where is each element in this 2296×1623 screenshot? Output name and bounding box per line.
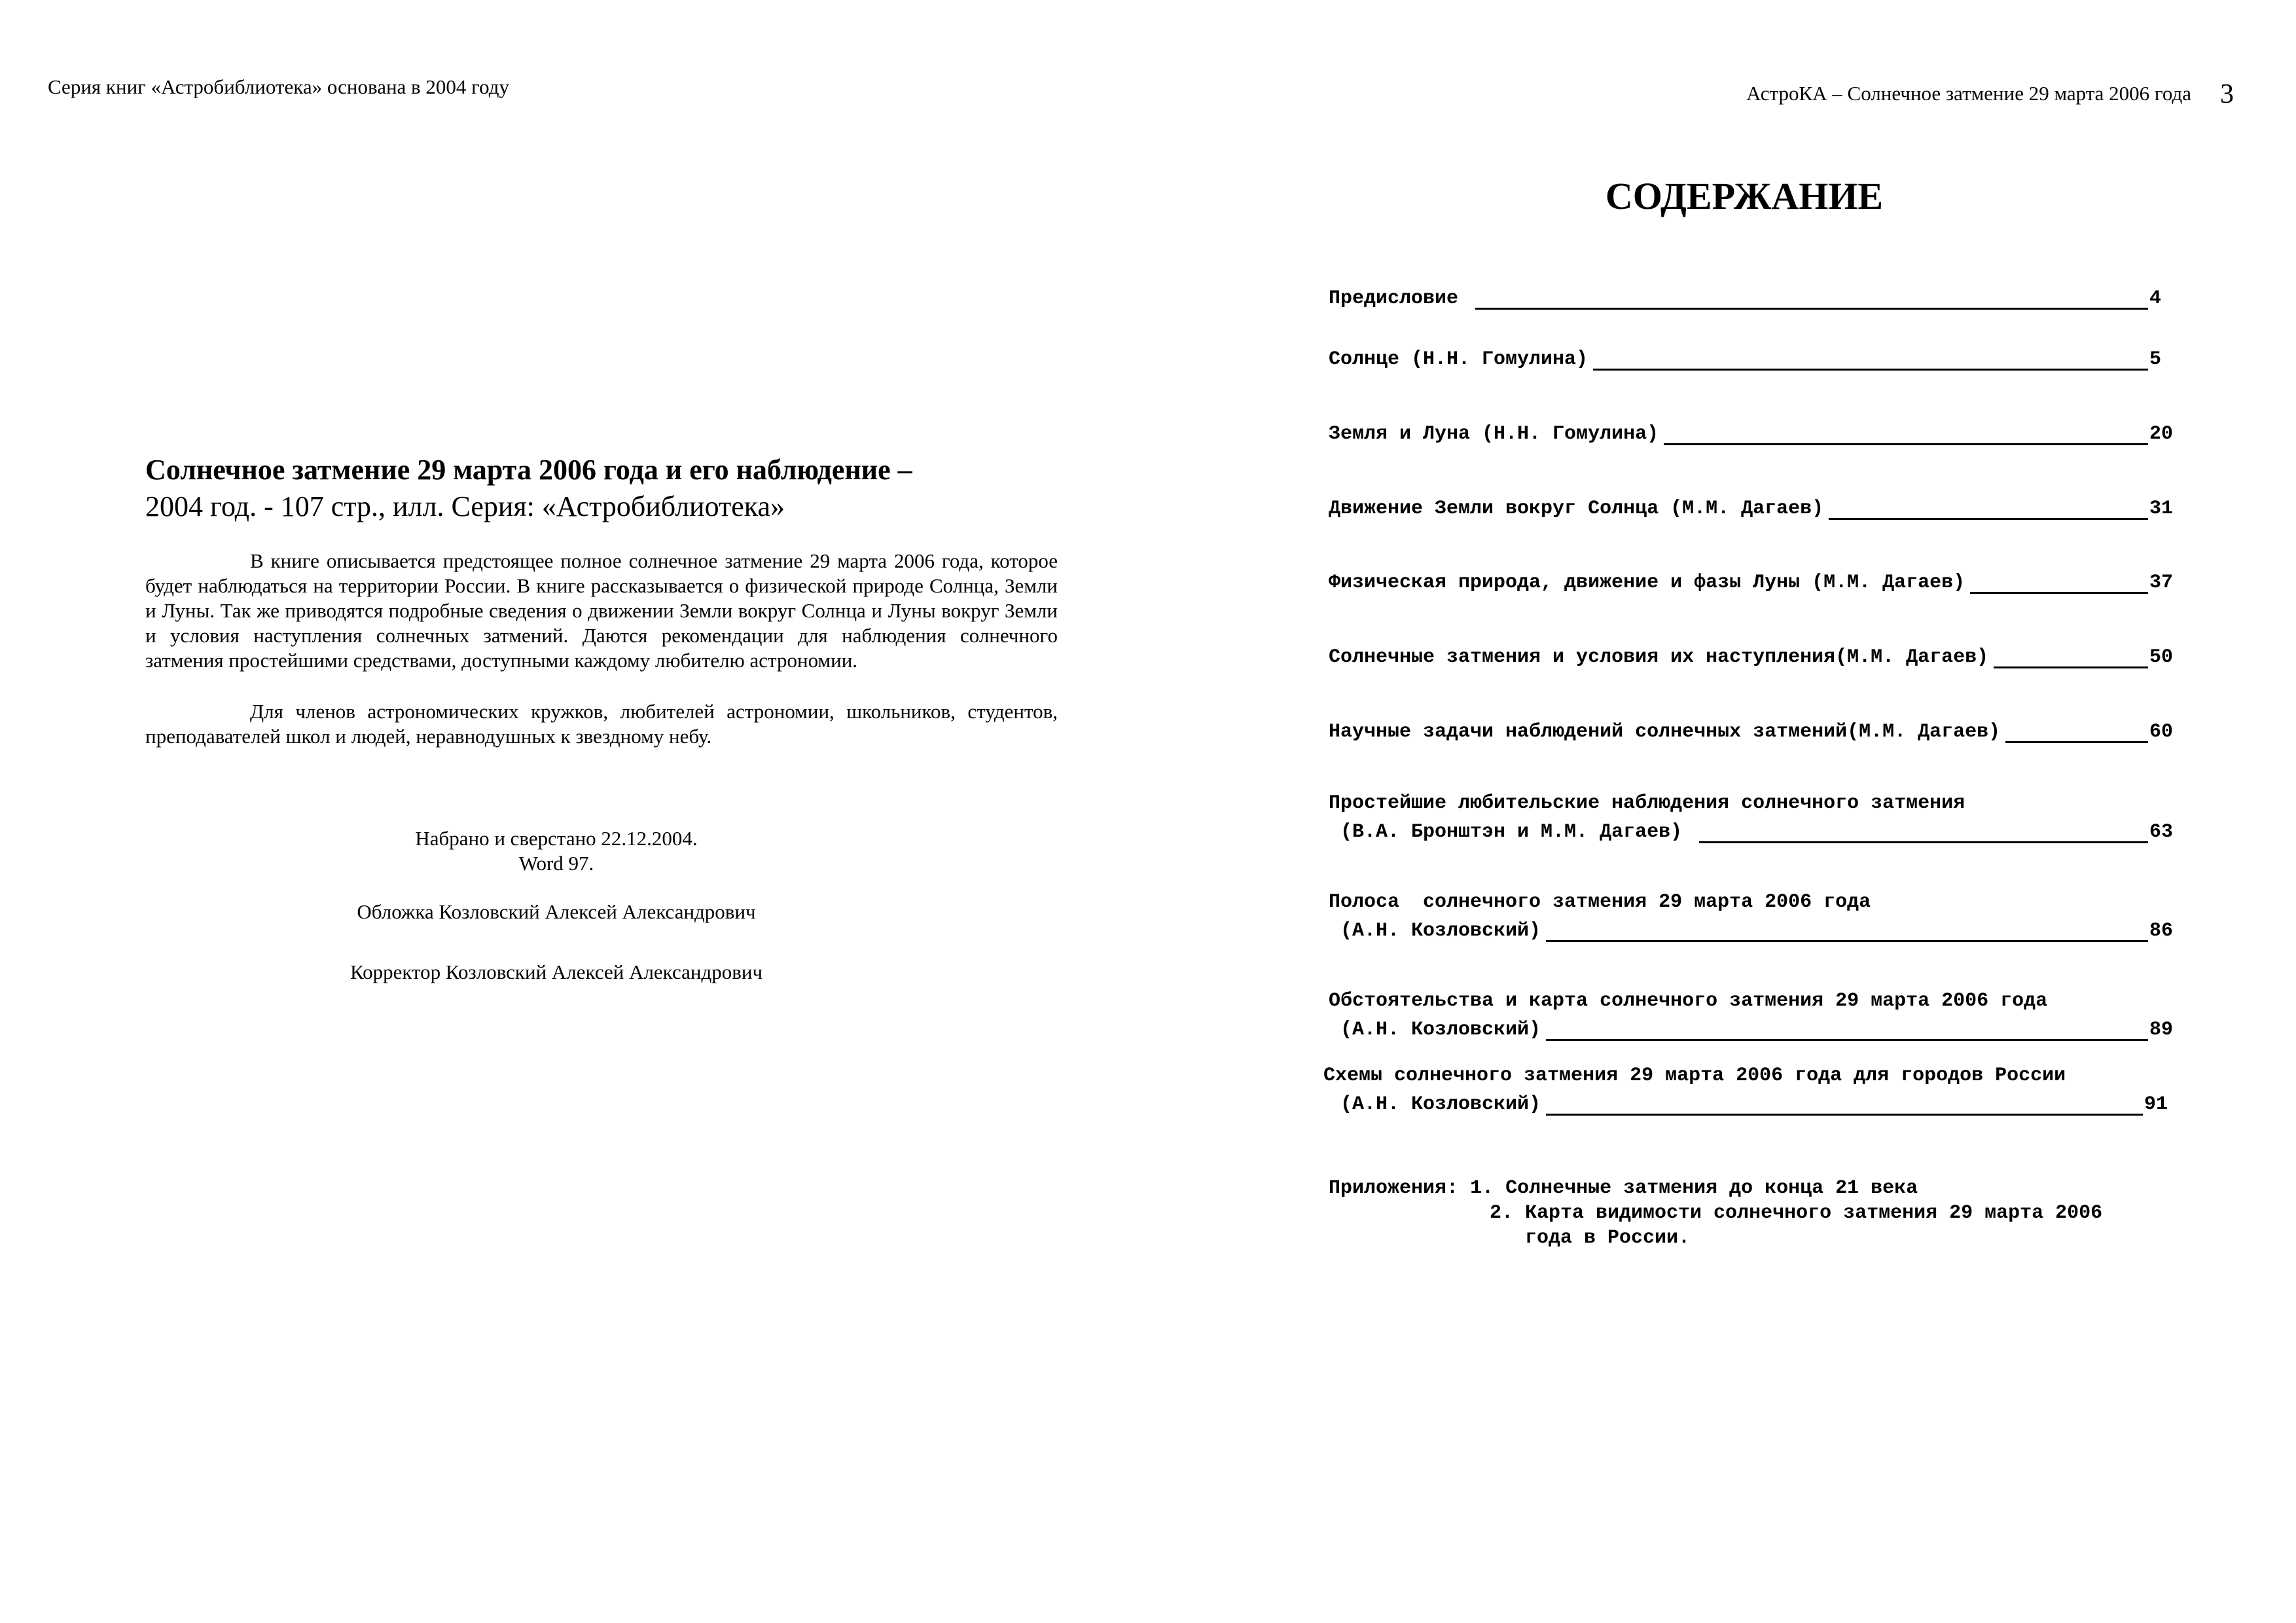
typeset-date: Набрано и сверстано 22.12.2004. xyxy=(415,827,698,850)
toc-entry-title: (А.Н. Козловский) xyxy=(1329,920,1541,942)
toc-entry[interactable] xyxy=(1329,717,2179,743)
appendix-item-continuation: года в России. xyxy=(1525,1227,1691,1249)
typeset-software: Word 97. xyxy=(518,852,594,875)
toc-entry-title: (А.Н. Козловский) xyxy=(1329,1093,1541,1116)
toc-entry[interactable] xyxy=(1329,642,2179,668)
toc-entry-title-line1: Простейшие любительские наблюдения солнечного затмения xyxy=(1329,792,1965,814)
toc-entry-page: 50 xyxy=(2149,646,2174,668)
toc-entry[interactable] xyxy=(1329,568,2179,594)
appendix-item: 1. Солнечные затмения до конца 21 века xyxy=(1470,1177,1918,1199)
appendix-list xyxy=(1329,1176,2102,1250)
toc-entry-page: 20 xyxy=(2149,423,2174,445)
toc-leader xyxy=(1546,1021,2148,1041)
toc-entry-title: Земля и Луна (Н.Н. Гомулина) xyxy=(1329,423,1659,445)
cover-credit: Обложка Козловский Алексей Александрович xyxy=(357,900,756,923)
toc-entry[interactable] xyxy=(1329,990,2179,1041)
toc-entry-title: Предисловие xyxy=(1329,287,1471,310)
running-head xyxy=(1746,79,2234,110)
toc-entry-title: Солнечные затмения и условия их наступления(М.М. Дагаев) xyxy=(1329,646,1989,668)
toc-entry[interactable] xyxy=(1323,1065,2174,1116)
toc-entry-title-line1: Обстоятельства и карта солнечного затмения 29 марта 2006 года xyxy=(1329,990,2048,1012)
proofreader-credit: Корректор Козловский Алексей Александрович xyxy=(350,960,763,983)
toc-entry-page: 91 xyxy=(2144,1093,2168,1116)
toc-leader xyxy=(1475,289,2148,310)
running-head-title: АстроКА – Солнечное затмение 29 марта 2006 года xyxy=(1746,82,2191,105)
toc-entry-page: 89 xyxy=(2149,1019,2174,1041)
toc-entry-title: Движение Земли вокруг Солнца (М.М. Дагаев) xyxy=(1329,498,1824,520)
toc-leader xyxy=(1699,823,2148,843)
toc-entry-page: 86 xyxy=(2149,920,2174,942)
toc-leader xyxy=(1970,574,2148,594)
book-description: В книге описывается предстоящее полное солнечное затмение 29 марта 2006 года, которое будет наблюдаться на территории России. В книге рассказывается о физической природе Солнца, Земли и Луны. Так же приводятся подробные сведения о движении Земли вокруг Солнца и Луны вокруг Земли и условия наступления солнечных затмений. Даются рекомендации для наблюдения солнечного затмения простейшими средствами, доступными каждому любителю астрономии. xyxy=(145,549,1058,672)
toc-entry[interactable] xyxy=(1329,494,2179,520)
toc-entry-title: (А.Н. Козловский) xyxy=(1329,1019,1541,1041)
toc-entry-page: 4 xyxy=(2149,287,2162,310)
toc-leader xyxy=(1546,1095,2143,1116)
book-details: 2004 год. - 107 стр., илл. Серия: «Астробиблиотека» xyxy=(145,490,785,522)
toc-entry-title-line1: Полоса солнечного затмения 29 марта 2006 года xyxy=(1329,891,1871,913)
toc-leader xyxy=(1664,425,2148,445)
toc-leader xyxy=(1546,922,2148,942)
toc-entry[interactable] xyxy=(1329,344,2179,371)
appendix-label: Приложения: xyxy=(1329,1177,1459,1199)
toc-leader xyxy=(1829,500,2148,520)
toc-leader xyxy=(1593,350,2148,371)
book-audience: Для членов астрономических кружков, любителей астрономии, школьников, студентов, преподавателей школ и людей, неравнодушных к звездному небу. xyxy=(145,700,1058,748)
toc-entry-page: 37 xyxy=(2149,572,2174,594)
toc-entry[interactable] xyxy=(1329,891,2179,942)
page-number: 3 xyxy=(2220,79,2234,109)
series-note: Серия книг «Астробиблиотека» основана в 2004 году xyxy=(48,75,510,98)
toc-entry-page: 60 xyxy=(2149,721,2174,743)
appendix-item: 2. Карта видимости солнечного затмения 29 марта 2006 xyxy=(1490,1202,2103,1224)
book-title: Солнечное затмение 29 марта 2006 года и его наблюдение – xyxy=(145,454,912,486)
toc-entry-title: Физическая природа, движение и фазы Луны (М.М. Дагаев) xyxy=(1329,572,1965,594)
toc-leader xyxy=(1994,648,2148,668)
toc-entry-title: Солнце (Н.Н. Гомулина) xyxy=(1329,348,1588,371)
toc-entry-title: Научные задачи наблюдений солнечных затмений(М.М. Дагаев) xyxy=(1329,721,2001,743)
toc-entry-page: 5 xyxy=(2149,348,2162,371)
toc-entry[interactable] xyxy=(1329,283,2179,310)
toc-entry-title-line1: Схемы солнечного затмения 29 марта 2006 года для городов России xyxy=(1323,1065,2066,1087)
toc-entry-page: 63 xyxy=(2149,821,2174,843)
toc-entry[interactable] xyxy=(1329,792,2179,843)
toc-entry-title: (В.А. Бронштэн и М.М. Дагаев) xyxy=(1329,821,1695,843)
toc-title: СОДЕРЖАНИЕ xyxy=(1605,175,1884,217)
toc-entry-page: 31 xyxy=(2149,498,2174,520)
toc-entry[interactable] xyxy=(1329,419,2179,445)
toc-leader xyxy=(2005,723,2148,743)
